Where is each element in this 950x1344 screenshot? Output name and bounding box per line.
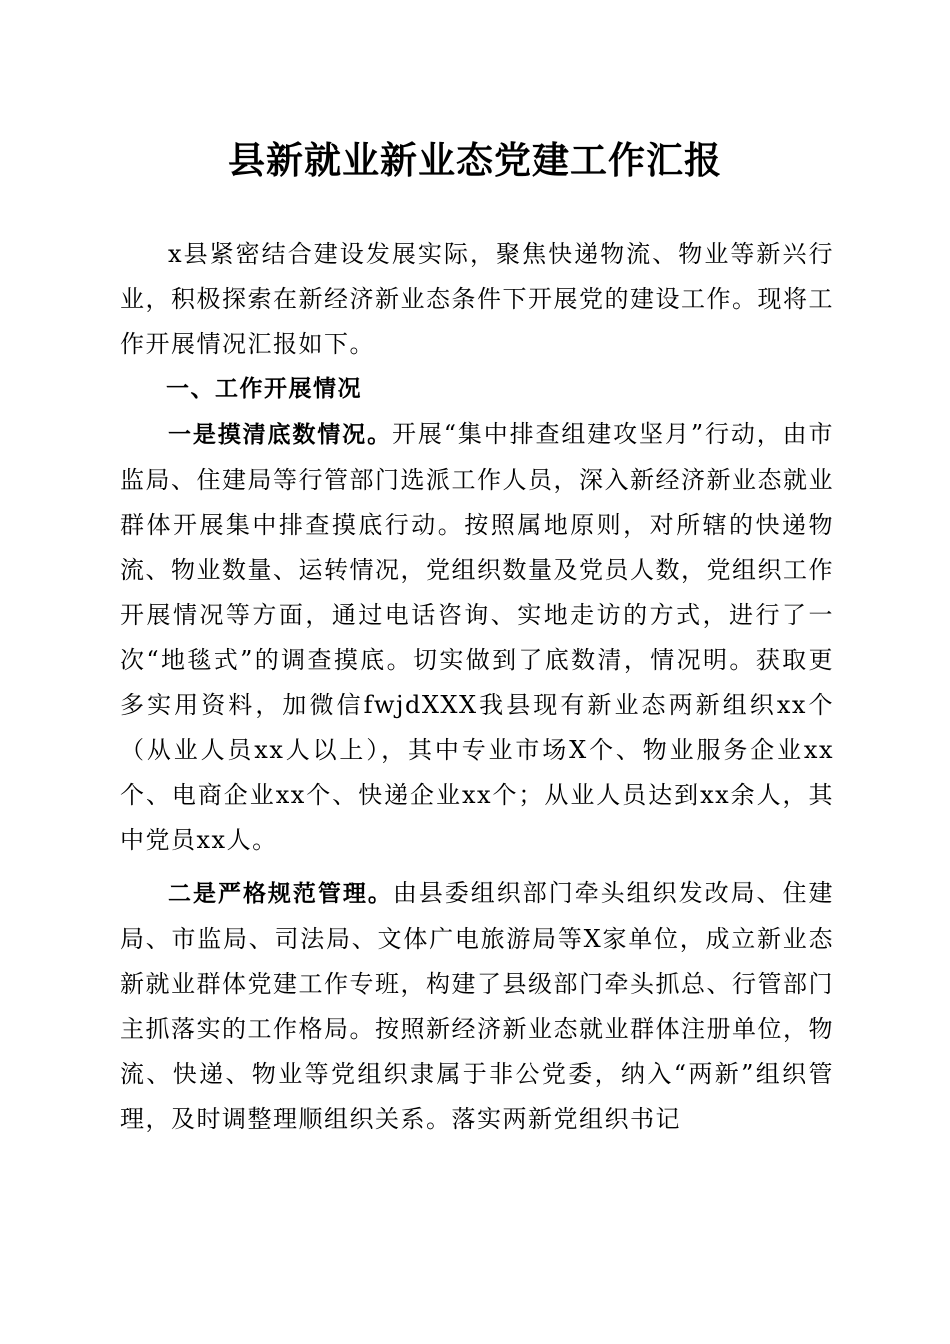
paragraph-item-1: [120, 412, 834, 863]
paragraph-lead: 二是严格规范管理。: [168, 881, 393, 907]
paragraph-text: 开展“集中排查组建攻坚月”行动，由市监局、住建局等行管部门选派工作人员，深入新经济新业态就业群体开展集中排查摸底行动。按照属地原则，对所辖的快递物流、物业数量、运转情况，党组织数量及党员人数，党组织工作开展情况等方面，通过电话咨询、实地走访的方式，进行了一次“地毯式”的调查摸底。切实做到了底数清，情况明。获取更多实用资料，加微信fwjdXXX我县现有新业态两新组织xx个（从业人员xx人以上），其中专业市场X个、物业服务企业xx个、电商企业xx个、快递企业xx个；从业人员达到xx余人，其中党员xx人。: [120, 420, 834, 854]
paragraph-spacer: [120, 863, 834, 871]
intro-paragraph: x县紧密结合建设发展实际，聚焦快递物流、物业等新兴行业，积极探索在新经济新业态条件下开展党的建设工作。现将工作开展情况汇报如下。: [120, 240, 834, 358]
document-title: 县新就业新业态党建工作汇报: [228, 138, 722, 182]
paragraph-item-2: [120, 871, 834, 1142]
section-heading: 一、工作开展情况: [166, 376, 362, 402]
paragraph-lead: 一是摸清底数情况。: [168, 422, 392, 448]
document-body: [120, 232, 834, 1142]
paragraph-text: 由县委组织部门牵头组织发改局、住建局、市监局、司法局、文体广电旅游局等X家单位，成立新业态新就业群体党建工作专班，构建了县级部门牵头抓总、行管部门主抓落实的工作格局。按照新经济新业态就业群体注册单位，物流、快递、物业等党组织隶属于非公党委，纳入“两新”组织管理，及时调整理顺组织关系。落实两新党组织书记: [120, 879, 835, 1133]
